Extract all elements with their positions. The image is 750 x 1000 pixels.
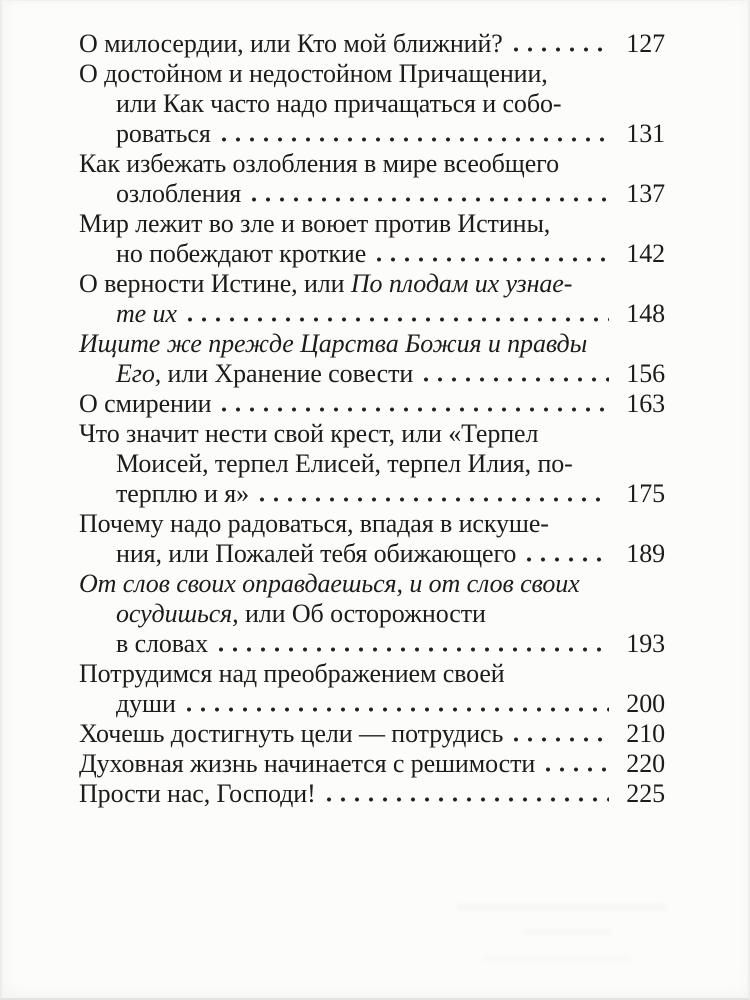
dot-leader (222, 407, 609, 412)
dot-leader (527, 557, 609, 562)
toc-entry (79, 749, 665, 779)
toc-entry (79, 719, 665, 749)
page-number: 148 (626, 299, 665, 328)
toc-line (79, 479, 665, 509)
toc-entry (79, 29, 665, 59)
toc-line (79, 149, 665, 179)
toc-line-text: Духовная жизнь начинается с решимости (79, 749, 536, 778)
toc-line (79, 299, 665, 329)
toc-line-text: Мир лежит во зле и воюет против Истины, (79, 209, 551, 238)
toc-line (79, 629, 665, 659)
toc-line (79, 719, 665, 749)
toc-line (79, 449, 665, 479)
toc-entry (79, 149, 665, 209)
page-number: 163 (626, 389, 665, 418)
toc-entry (79, 779, 665, 809)
toc-line-text: но побеждают кроткие (116, 239, 367, 268)
toc-line-text: Что значит нести свой крест, или «Терпел (79, 419, 539, 448)
toc-line-text: или Как часто надо причащаться и собо- (116, 89, 562, 118)
page-number: 175 (626, 479, 665, 508)
toc-line (79, 359, 665, 389)
dot-leader (252, 197, 609, 202)
toc-line (79, 179, 665, 209)
bleed-through-artifact (522, 929, 612, 935)
toc-line-text: терплю и я» (116, 479, 249, 508)
dot-leader (424, 377, 609, 382)
toc-entry (79, 389, 665, 419)
toc-entry (79, 569, 665, 659)
toc-line-text: Как избежать озлобления в мире всеобщего (79, 149, 559, 178)
toc-line (79, 659, 665, 689)
toc-line-text: О смирении (79, 389, 212, 418)
toc-line (79, 59, 665, 89)
toc-line (79, 209, 665, 239)
toc-entry (79, 419, 665, 509)
toc-line-text: осудишься, или Об осторожности (116, 599, 486, 628)
toc-line-text: О милосердии, или Кто мой ближний? (79, 29, 503, 58)
dot-leader (260, 497, 609, 502)
page-number: 127 (626, 29, 665, 58)
toc-line (79, 89, 665, 119)
page-number: 193 (626, 629, 665, 658)
dot-leader (222, 137, 609, 142)
page-number: 210 (626, 719, 665, 748)
table-of-contents (79, 29, 665, 809)
toc-line (79, 29, 665, 59)
toc-line-text: озлобления (116, 179, 242, 208)
toc-entry (79, 509, 665, 569)
toc-line-text: О достойном и недостойном Причащении, (79, 59, 548, 88)
dot-leader (546, 767, 609, 772)
bleed-through-artifact (457, 904, 667, 910)
toc-line (79, 239, 665, 269)
toc-entry (79, 659, 665, 719)
dot-leader (377, 257, 609, 262)
toc-line (79, 569, 665, 599)
toc-entry (79, 59, 665, 149)
page-number: 225 (626, 779, 665, 808)
toc-line-text: души (116, 689, 176, 718)
dot-leader (514, 737, 609, 742)
toc-line-text: роваться (116, 119, 211, 148)
toc-line-text: От слов своих оправдаешься, и от слов своих (79, 569, 580, 598)
dot-leader (514, 47, 609, 52)
toc-line-text: Хочешь достигнуть цели — потрудись (79, 719, 504, 748)
toc-line (79, 509, 665, 539)
page-number: 200 (626, 689, 665, 718)
toc-line (79, 269, 665, 299)
toc-line-text: Моисей, терпел Елисей, терпел Илия, по- (116, 449, 573, 478)
toc-line (79, 119, 665, 149)
toc-line (79, 689, 665, 719)
page-number: 142 (626, 239, 665, 268)
bleed-through-artifact (482, 956, 632, 961)
toc-line (79, 329, 665, 359)
toc-entry (79, 209, 665, 269)
toc-line (79, 779, 665, 809)
toc-line-text: О верности Истине, или По плодам их узнае- (79, 269, 573, 298)
toc-line-text: ния, или Пожалей тебя обижающего (116, 539, 517, 568)
toc-line-text: Ищите же прежде Царства Божия и правды (79, 329, 588, 358)
toc-entry (79, 269, 665, 329)
dot-leader (327, 797, 609, 802)
page-number: 131 (626, 119, 665, 148)
toc-line-text: в словах (116, 629, 208, 658)
toc-line-text: Его, или Хранение совести (116, 359, 414, 388)
toc-line-text: те их (116, 299, 177, 328)
toc-line (79, 539, 665, 569)
toc-line-text: Потрудимся над преображением своей (79, 659, 505, 688)
dot-leader (188, 317, 609, 322)
page-number: 137 (626, 179, 665, 208)
dot-leader (219, 647, 609, 652)
toc-entry (79, 329, 665, 389)
toc-line (79, 419, 665, 449)
page-number: 189 (626, 539, 665, 568)
toc-line (79, 749, 665, 779)
toc-line (79, 389, 665, 419)
toc-line (79, 599, 665, 629)
page-number: 156 (626, 359, 665, 388)
page-number: 220 (626, 749, 665, 778)
toc-line-text: Прости нас, Господи! (79, 779, 316, 808)
toc-line-text: Почему надо радоваться, впадая в искуше- (79, 509, 549, 538)
dot-leader (187, 707, 609, 712)
